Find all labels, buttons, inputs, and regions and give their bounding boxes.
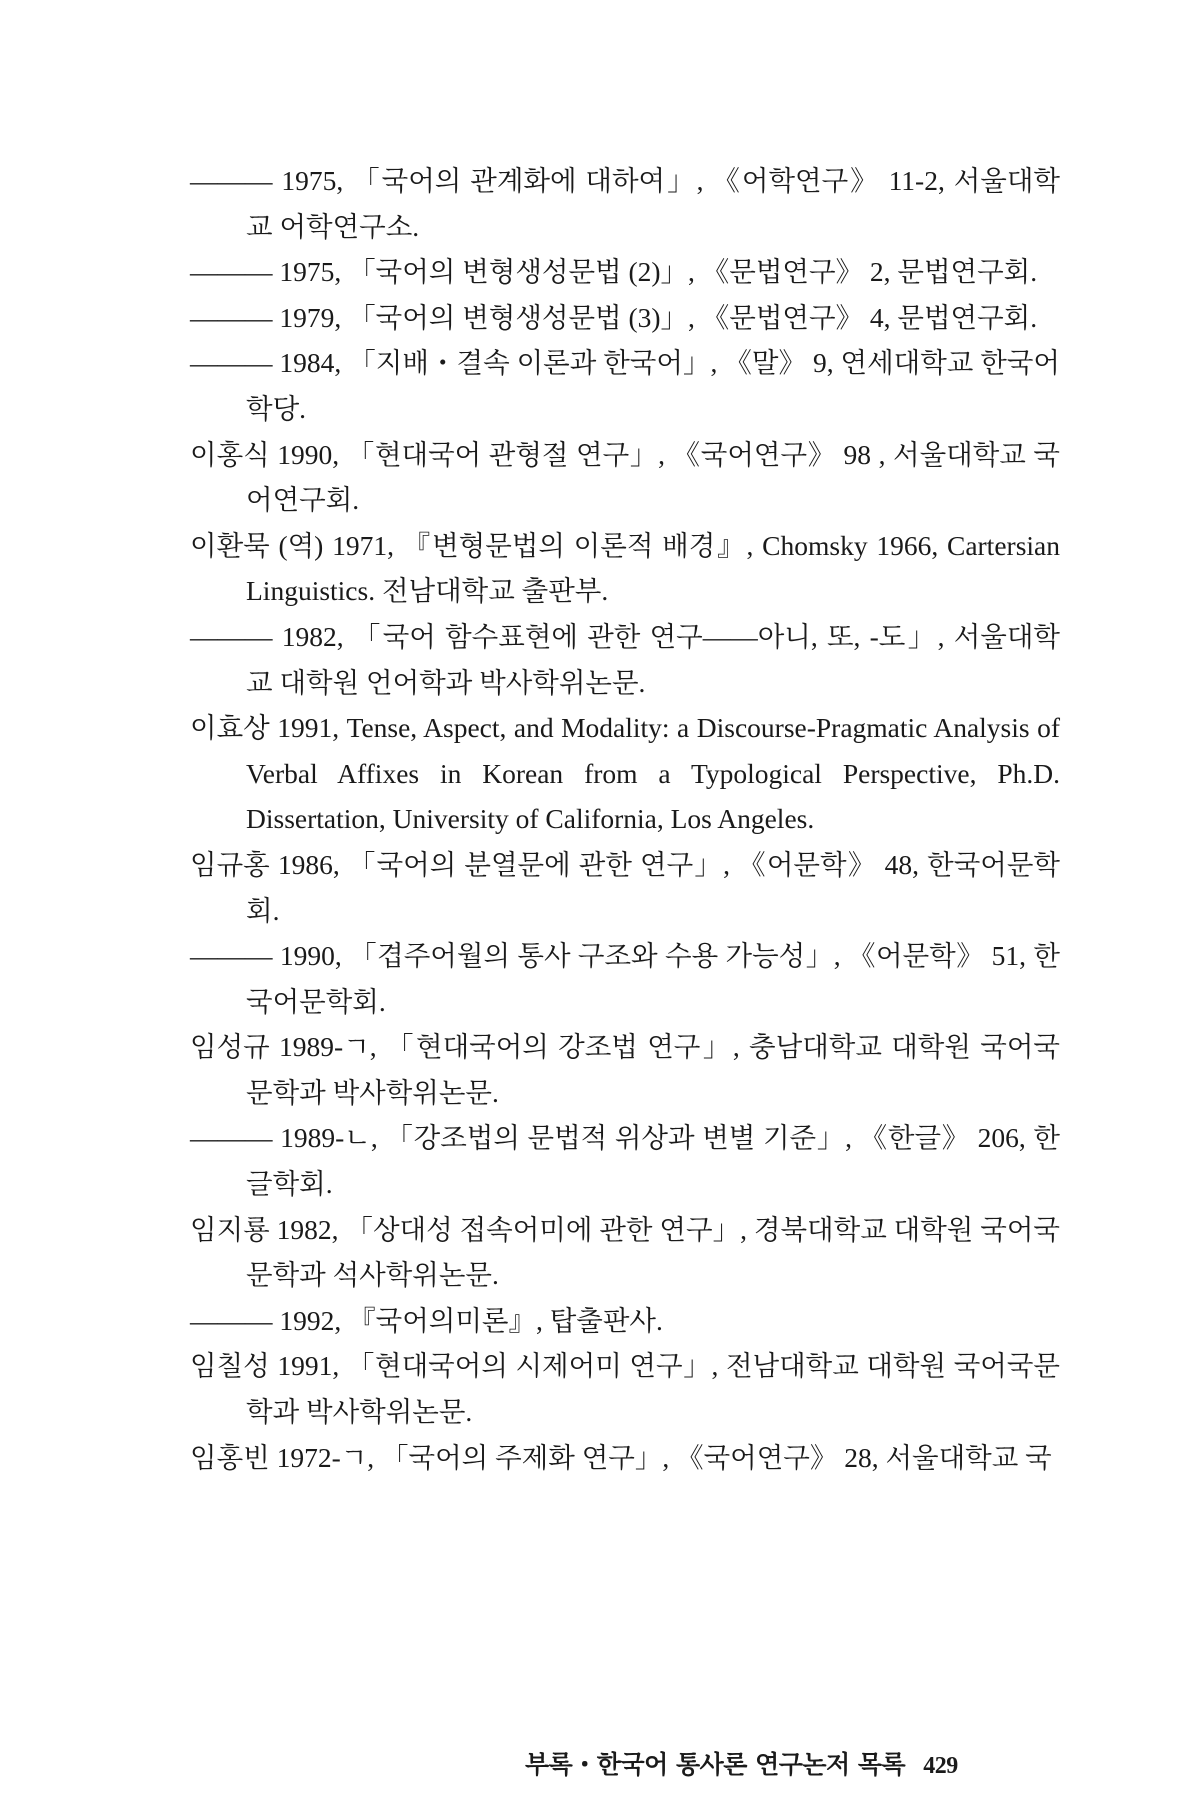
entry-text: 1990, 「현대국어 관형절 연구」, 《국어연구》 98 , 서울대학교 국어연구회. [246, 438, 1060, 516]
entry-text: 1984, 「지배・결속 이론과 한국어」, 《말》 9, 연세대학교 한국어학당. [246, 347, 1060, 424]
entry-author: ——— [190, 1304, 273, 1336]
bibliography-entry [190, 1207, 1060, 1298]
entry-text: 1986, 「국어의 분열문에 관한 연구」, 《어문학》 48, 한국어문학회. [246, 848, 1060, 926]
entry-text: 1975, 「국어의 관계화에 대하여」, 《어학연구》 11-2, 서울대학교 어학연구소. [246, 165, 1060, 242]
entry-author: ——— [190, 940, 273, 972]
entry-text: 1975, 「국어의 변형생성문법 (2)」, 《문법연구》 2, 문법연구회. [272, 256, 1038, 288]
bibliography-entry [190, 249, 1060, 295]
entry-author: 임성규 [190, 1031, 270, 1063]
entry-author: ——— [190, 347, 273, 379]
entry-text: 1989-ㄱ, 「현대국어의 강조법 연구」, 충남대학교 대학원 국어국문학과 박사학위논문. [246, 1031, 1060, 1108]
bibliography-entry [190, 1298, 1060, 1344]
bibliography-entry [190, 705, 1060, 842]
page-footer [525, 1745, 1065, 1781]
page-number: 429 [923, 1753, 958, 1779]
bibliography-entry [190, 432, 1060, 523]
entry-text: 1992, 『국어의미론』, 탑출판사. [272, 1304, 663, 1336]
entry-author: 임규홍 [190, 848, 270, 880]
bibliography-entry [190, 614, 1060, 705]
entry-text: 1982, 「상대성 접속어미에 관한 연구」, 경북대학교 대학원 국어국문학과 석사학위논문. [246, 1213, 1060, 1291]
entry-author: ——— [190, 1122, 273, 1154]
bibliography-entry [190, 1435, 1060, 1481]
entry-author: ——— [190, 256, 273, 288]
entry-author: ——— [190, 620, 273, 652]
entry-author: ——— [190, 301, 273, 333]
bibliography-entry [190, 158, 1060, 249]
bibliography-entry [190, 1343, 1060, 1434]
running-title: 부록・한국어 통사론 연구논저 목록 [525, 1750, 906, 1779]
entry-text: 1991, 「현대국어의 시제어미 연구」, 전남대학교 대학원 국어국문학과 박사학위논문. [246, 1350, 1060, 1428]
entry-author: 임칠성 [190, 1350, 270, 1382]
entry-author: 이홍식 [190, 438, 270, 470]
bibliography-entry [190, 523, 1060, 614]
entry-text: (역) 1971, 『변형문법의 이론적 배경』, Chomsky 1966, Cartersian Linguistics. 전남대학교 출판부. [246, 529, 1060, 607]
entry-text: 1991, Tense, Aspect, and Modality: a Discourse-Pragmatic Analysis of Verbal Affixes in Korean from a Typological Perspective, Ph.D. Dissertation, University of California, Los Angeles. [246, 712, 1060, 835]
bibliography-entry [190, 933, 1060, 1024]
bibliography-list [190, 158, 1060, 1480]
bibliography-entry [190, 340, 1060, 431]
entry-text: 1990, 「겹주어월의 통사 구조와 수용 가능성」, 《어문학》 51, 한국어문학회. [246, 940, 1060, 1017]
entry-text: 1979, 「국어의 변형생성문법 (3)」, 《문법연구》 4, 문법연구회. [272, 301, 1038, 333]
entry-author: 임홍빈 [190, 1441, 270, 1473]
entry-author: 임지룡 [190, 1213, 270, 1245]
bibliography-entry [190, 295, 1060, 341]
bibliography-entry [190, 1115, 1060, 1206]
bibliography-entry [190, 842, 1060, 933]
bibliography-entry [190, 1024, 1060, 1115]
entry-text: 1972-ㄱ, 「국어의 주제화 연구」, 《국어연구》 28, 서울대학교 국 [269, 1441, 1052, 1473]
entry-author: 이환묵 [190, 529, 270, 561]
entry-text: 1982, 「국어 함수표현에 관한 연구——아니, 또, -도」, 서울대학교 대학원 언어학과 박사학위논문. [246, 620, 1060, 698]
entry-text: 1989-ㄴ, 「강조법의 문법적 위상과 변별 기준」, 《한글》 206, 한글학회. [246, 1122, 1060, 1200]
entry-author: 이효상 [190, 712, 270, 744]
entry-author: ——— [190, 165, 273, 196]
